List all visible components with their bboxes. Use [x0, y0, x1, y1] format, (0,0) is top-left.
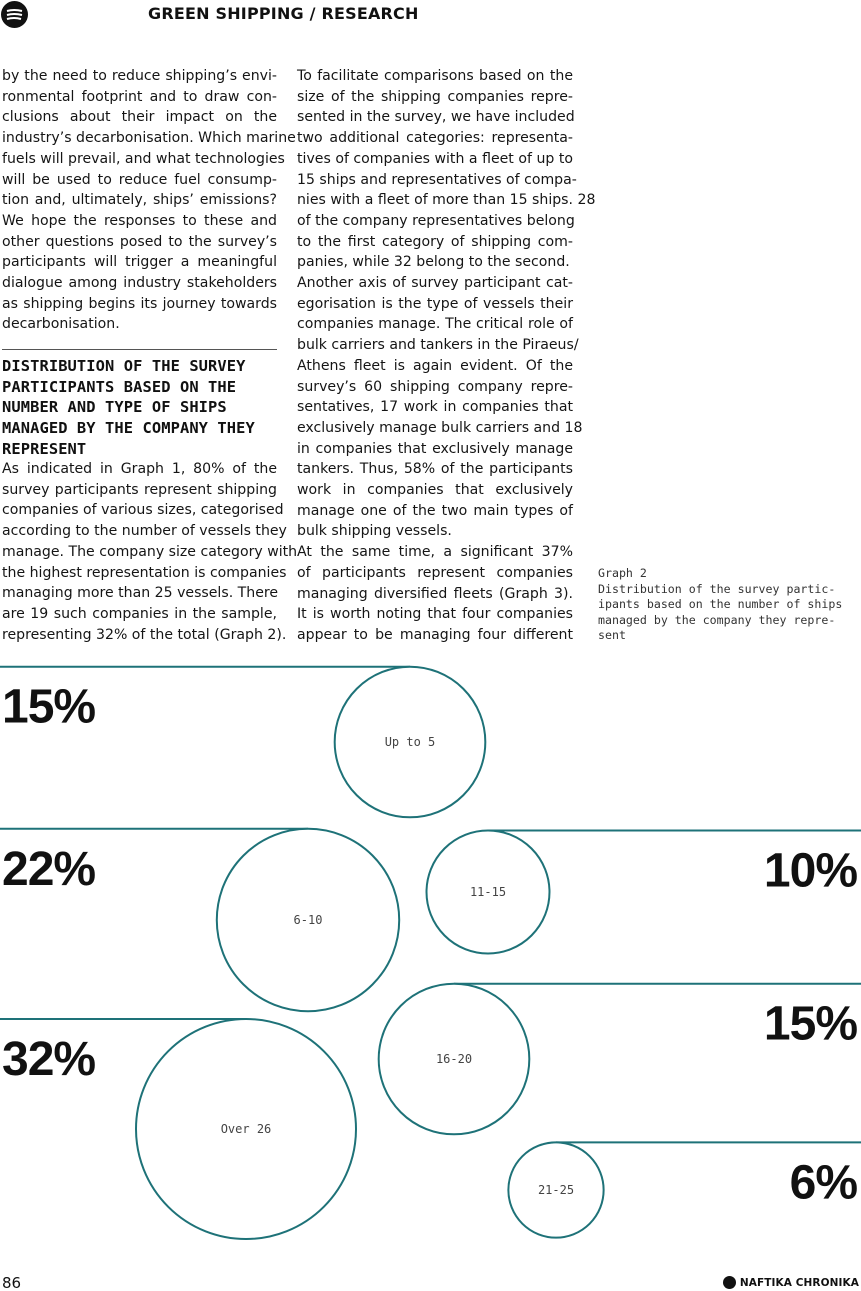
text-line: representing 32% of the total (Graph 2).	[2, 626, 287, 643]
subheading: DISTRIBUTION OF THE SURVEY PARTICIPANTS BASED ON THE NUMBER AND TYPE OF SHIPS MANAGED BY THE COMPANY THEY REPRESENT	[2, 357, 255, 458]
text-line: nies with a fleet of more than 15 ships. 28	[297, 192, 596, 209]
text-line: sentatives, 17 work in companies that	[297, 399, 573, 416]
text-line: fuels will prevail, and what technologies	[2, 150, 285, 167]
text-line: of the company representatives belong	[297, 212, 575, 229]
text-line: appear to be managing four different	[297, 626, 573, 643]
brand-footer	[723, 1276, 859, 1289]
ship-wave-icon	[1, 1, 28, 28]
text-line: bulk carriers and tankers in the Piraeus/	[297, 337, 579, 354]
text-line: participants will trigger a meaningful	[2, 254, 277, 271]
bubble-label: 16-20	[435, 1052, 473, 1066]
value-label: 32%	[2, 1033, 96, 1086]
text-line: managing diversified fleets (Graph 3).	[297, 585, 573, 602]
text-line: decarbonisation.	[2, 316, 120, 333]
graph-caption	[598, 566, 853, 644]
text-line: will be used to reduce fuel consump-	[2, 171, 277, 188]
page-number: 86	[2, 1274, 22, 1291]
value-label: 15%	[763, 997, 857, 1051]
caption-line: managed by the company they repre-	[598, 612, 836, 627]
text-line: managing more than 25 vessels. There	[2, 585, 279, 602]
text-line: We hope the responses to these and	[2, 212, 277, 229]
text-line: Another axis of survey participant cat-	[297, 275, 573, 292]
text-line: as shipping begins its journey towards	[2, 295, 277, 312]
section-title: GREEN SHIPPING / RESEARCH	[148, 4, 419, 23]
text-line: survey’s 60 shipping company repre-	[297, 378, 573, 395]
text-line: tion and, ultimately, ships’ emissions?	[2, 192, 277, 209]
text-line: bulk shipping vessels.	[297, 523, 452, 540]
text-line: work in companies that exclusively	[297, 482, 573, 499]
divider	[2, 349, 277, 350]
page-header	[0, 0, 861, 30]
text-line: egorisation is the type of vessels their	[297, 295, 573, 312]
bubble-label: 21-25	[537, 1183, 575, 1197]
text-line: To facilitate comparisons based on the	[297, 68, 573, 84]
text-line: manage. The company size category with	[2, 543, 298, 560]
caption-line: Distribution of the survey partic-	[598, 581, 836, 596]
text-line: industry’s decarbonisation. Which marine	[2, 130, 296, 147]
text-line: It is worth noting that four companies	[297, 606, 573, 623]
bubble-label: Over 26	[220, 1122, 272, 1136]
text-line: size of the shipping companies repre-	[297, 88, 573, 105]
text-line: according to the number of vessels they	[2, 523, 287, 540]
value-label: 6%	[789, 1156, 857, 1210]
text-line: 15 ships and representatives of compa-	[297, 171, 577, 188]
bubble-label: 11-15	[469, 885, 507, 899]
text-line: survey participants represent shipping	[2, 481, 277, 498]
text-line: tankers. Thus, 58% of the participants	[297, 461, 573, 478]
text-line: exclusively manage bulk carriers and 18	[297, 419, 583, 436]
text-line: to the first category of shipping com-	[297, 233, 573, 250]
article-column-1-continued	[2, 459, 298, 645]
text-line: the highest representation is companies	[2, 564, 287, 581]
text-line: companies of various sizes, categorised	[2, 502, 284, 519]
text-line: in companies that exclusively manage	[297, 440, 573, 457]
text-line: tives of companies with a fleet of up to	[297, 150, 573, 167]
article-column-2	[297, 66, 596, 646]
text-line: other questions posed to the survey’s	[2, 233, 277, 250]
text-line: are 19 such companies in the sample,	[2, 605, 277, 622]
text-line: As indicated in Graph 1, 80% of the	[2, 461, 277, 477]
value-label: 10%	[763, 844, 857, 898]
text-line: manage one of the two main types of	[297, 502, 573, 519]
caption-line: sent	[598, 628, 626, 642]
value-label: 22%	[2, 842, 96, 896]
caption-line: Graph 2	[598, 566, 647, 580]
text-line: companies manage. The critical role of	[297, 316, 573, 333]
text-line: by the need to reduce shipping’s envi-	[2, 68, 277, 84]
text-line: Athens fleet is again evident. Of the	[297, 357, 573, 374]
ship-wave-icon	[723, 1276, 736, 1289]
bubble-label: 6-10	[293, 913, 323, 927]
text-line: two additional categories: representa-	[297, 130, 573, 147]
text-line: sented in the survey, we have included	[297, 109, 575, 126]
text-line: ronmental footprint and to draw con-	[2, 88, 277, 105]
caption-line: ipants based on the number of ships	[598, 597, 843, 611]
text-line: panies, while 32 belong to the second.	[297, 254, 570, 271]
bubble-chart	[0, 650, 861, 1250]
text-line: clusions about their impact on the	[2, 109, 277, 126]
text-line: dialogue among industry stakeholders	[2, 275, 277, 292]
text-line: of participants represent companies	[297, 564, 573, 581]
article-column-1	[2, 66, 296, 335]
text-line: At the same time, a significant 37%	[297, 544, 573, 561]
bubble-label: Up to 5	[384, 735, 436, 749]
brand-name: NAFTIKA CHRONIKA	[739, 1276, 859, 1289]
value-label: 15%	[2, 680, 96, 734]
